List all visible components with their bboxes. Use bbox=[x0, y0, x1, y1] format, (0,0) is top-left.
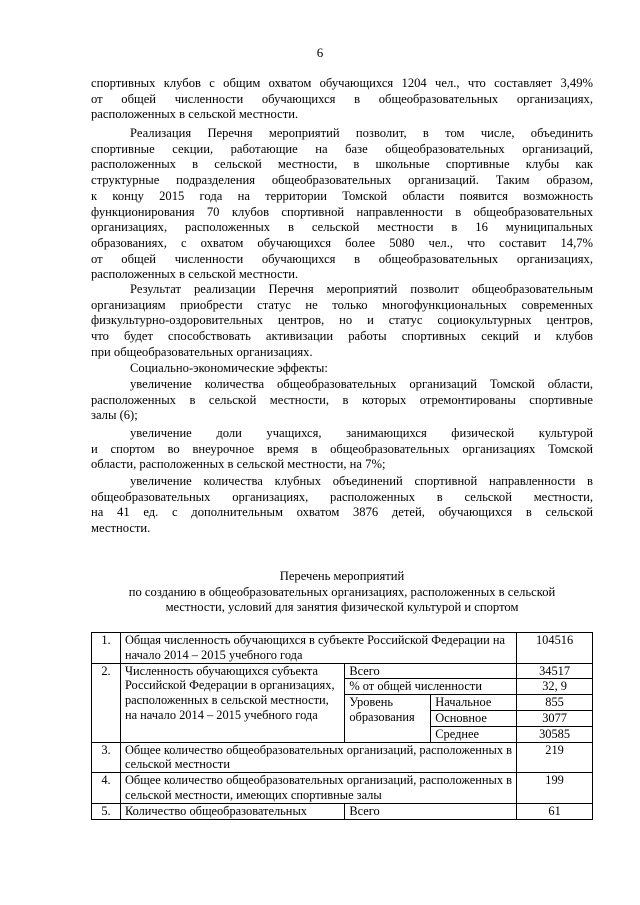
total-label: Всего bbox=[345, 663, 517, 679]
list-heading-line: по созданию в общеобразовательных организациях, расположенных в сельской bbox=[128, 584, 556, 599]
text-line: увеличение количества общеобразовательных организаций Томской области, bbox=[130, 377, 593, 391]
row-number: 3. bbox=[92, 742, 121, 773]
table-row bbox=[92, 742, 593, 773]
total-value: 34517 bbox=[517, 663, 593, 679]
level-name: Среднее bbox=[431, 726, 517, 742]
text-line: образованиях, с охватом обучающихся более 5080 чел., что составит 14,7% bbox=[91, 235, 593, 250]
table-row bbox=[92, 663, 593, 679]
text-line: залы (6); bbox=[91, 408, 138, 423]
level-value: 855 bbox=[517, 695, 593, 711]
share-label: % от общей численности bbox=[345, 679, 517, 695]
text-line: спортивные секции, работающие на базе общеобразовательных организаций, bbox=[91, 141, 593, 156]
row-description: Общая численность обучающихся в субъекте Российской Федерации на начало 2014 – 2015 учебного года bbox=[120, 633, 516, 664]
text-line: к концу 2015 года на территории Томской области появится возможность bbox=[91, 188, 593, 203]
list-heading-title: Перечень мероприятий bbox=[279, 569, 405, 583]
paragraph-1 bbox=[91, 76, 593, 123]
measures-table bbox=[91, 632, 593, 820]
text-line: местности. bbox=[91, 521, 151, 536]
row-description: Общее количество общеобразовательных организаций, расположенных в сельской местности bbox=[120, 742, 516, 773]
text-line: и спортом во внеурочное время в общеобразовательных организациях Томской bbox=[91, 441, 593, 456]
paragraph-7 bbox=[91, 474, 593, 537]
text-line: что будет способствовать активизации работы спортивных секций и клубов bbox=[91, 329, 593, 344]
text-line: расположенных в сельской местности, в которых отремонтированы спортивные bbox=[91, 392, 593, 407]
row-number: 5. bbox=[92, 803, 121, 819]
paragraph-6 bbox=[91, 426, 593, 473]
text-line: функционирования 70 клубов спортивной направленности в общеобразовательных bbox=[91, 204, 593, 219]
row-description: Численность обучающихся субъекта Российской Федерации в организациях, расположенных в сельской местности, на начало 2014 – 2015 учебного года bbox=[120, 663, 344, 742]
text-line: области, расположенных в сельской местности, на 7%; bbox=[91, 457, 386, 472]
level-value: 30585 bbox=[517, 726, 593, 742]
paragraph-3 bbox=[91, 282, 593, 361]
text-line: структурные подразделения общеобразовательных организаций. Таким образом, bbox=[91, 173, 593, 188]
paragraph-5 bbox=[91, 377, 593, 424]
level-label: Уровень образования bbox=[345, 695, 431, 742]
text-line: расположенных в сельской местности. bbox=[91, 107, 299, 122]
level-name: Основное bbox=[431, 710, 517, 726]
row-description: Количество общеобразовательных bbox=[120, 803, 344, 819]
list-heading-line: местности, условий для занятия физической культурой и спортом bbox=[165, 600, 519, 615]
row-number: 2. bbox=[92, 663, 121, 742]
text-line: Результат реализации Перечня мероприятий позволит общеобразовательным bbox=[130, 282, 593, 296]
table-row bbox=[92, 633, 593, 664]
row-description: Общее количество общеобразовательных организаций, расположенных в сельской местности, имеющих спортивные залы bbox=[120, 773, 516, 804]
paragraph-2 bbox=[91, 126, 593, 283]
share-value: 32, 9 bbox=[517, 679, 593, 695]
level-value: 3077 bbox=[517, 710, 593, 726]
text-line: от общей численности обучающихся в общеобразовательных организациях, bbox=[91, 251, 593, 266]
text-line: увеличение доли учащихся, занимающихся физической культурой bbox=[130, 426, 593, 440]
text-line: Реализация Перечня мероприятий позволит, в том числе, объединить bbox=[130, 126, 593, 140]
table-row bbox=[92, 773, 593, 804]
page-number: 6 bbox=[316, 45, 324, 60]
row-number: 4. bbox=[92, 773, 121, 804]
text-line: при общеобразовательных организациях. bbox=[91, 344, 313, 359]
text-line: увеличение количества клубных объединений спортивной направленности в bbox=[130, 474, 593, 488]
text-line: спортивных клубов с общим охватом обучающихся 1204 чел., что составляет 3,49% bbox=[91, 76, 593, 90]
text-line: физкультурно-оздоровительных центров, но и статус социокультурных центров, bbox=[91, 313, 593, 328]
sub-label: Всего bbox=[345, 803, 517, 819]
text-line: организациям приобрести статус не только многофункциональных современных bbox=[91, 297, 593, 312]
row-value: 104516 bbox=[517, 633, 593, 664]
text-line: Социально-экономические эффекты: bbox=[130, 361, 328, 375]
text-line: организациях, расположенных в сельской местности в 16 муниципальных bbox=[91, 220, 593, 235]
level-name: Начальное bbox=[431, 695, 517, 711]
list-heading bbox=[91, 569, 593, 616]
row-value: 199 bbox=[517, 773, 593, 804]
row-value: 61 bbox=[517, 803, 593, 819]
row-value: 219 bbox=[517, 742, 593, 773]
table-row bbox=[92, 803, 593, 819]
paragraph-4 bbox=[91, 361, 593, 377]
text-line: расположенных в сельской местности, в школьные спортивные клубы как bbox=[91, 157, 593, 172]
text-line: от общей численности обучающихся в общеобразовательных организациях, bbox=[91, 91, 593, 106]
text-line: на 41 ед. с дополнительным охватом 3876 детей, обучающихся в сельской bbox=[91, 505, 593, 520]
text-line: расположенных в сельской местности. bbox=[91, 267, 299, 282]
row-number: 1. bbox=[92, 633, 121, 664]
text-line: общеобразовательных организациях, расположенных в сельской местности, bbox=[91, 489, 593, 504]
